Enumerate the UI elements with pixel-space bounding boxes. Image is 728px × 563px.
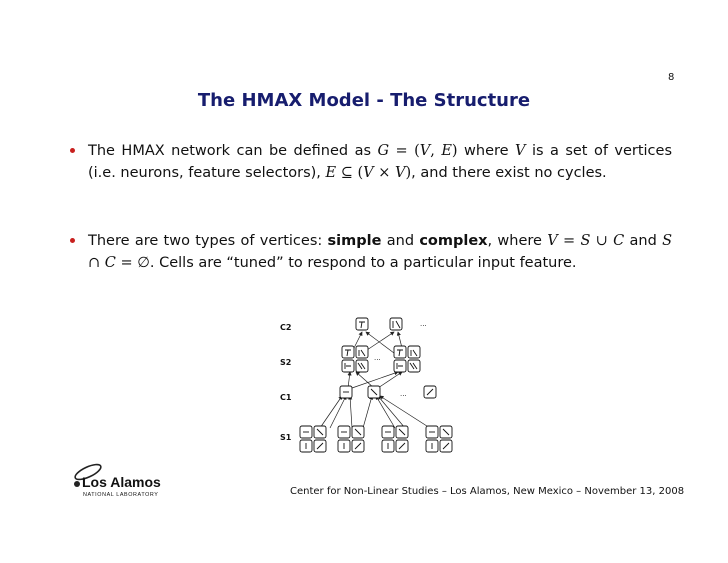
layer-label-s2: S2 [280, 358, 292, 367]
ellipsis-s2: ... [374, 354, 381, 362]
bullet-dot-icon [70, 148, 75, 153]
bullet-2-body: There are two types of vertices: simple and complex, where V = S ∪ C and S ∩ C = ∅. Cells are “tuned” to respond to a particular input feature. [88, 233, 673, 271]
logo-subtitle: NATIONAL LABORATORY [83, 492, 159, 498]
logo-name: Los Alamos [82, 474, 161, 490]
ellipsis-c1: ... [400, 390, 407, 398]
layer-label-c2: C2 [280, 323, 292, 332]
atom-dot-icon [74, 481, 80, 487]
los-alamos-logo [62, 460, 172, 500]
layer-label-c1: C1 [280, 393, 292, 402]
page-number: 8 [668, 72, 675, 83]
ellipsis-c2: ... [420, 320, 427, 328]
layer-label-s1: S1 [280, 433, 292, 442]
bullet-1-body: The HMAX network can be defined as G = (V, E) where V is a set of vertices (i.e. neurons, feature selectors), E ⊆ (V × V), and there exist no cycles. [88, 143, 672, 181]
bullet-2 [70, 230, 672, 274]
slide-title: The HMAX Model - The Structure [197, 90, 531, 111]
bullet-dot-icon [70, 238, 75, 243]
hmax-diagram [270, 310, 470, 460]
bullet-1 [70, 140, 672, 184]
footer: Center for Non-Linear Studies – Los Alamos, New Mexico – November 13, 2008 [290, 486, 685, 497]
